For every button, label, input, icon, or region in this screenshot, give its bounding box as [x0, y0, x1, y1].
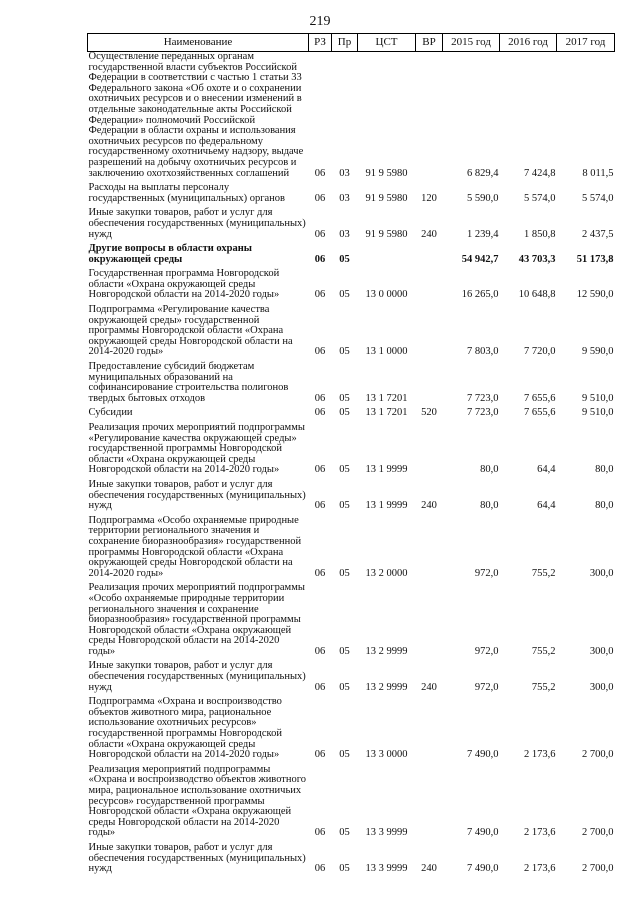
table-row	[88, 420, 615, 477]
row-2016: 43 703,3	[518, 253, 556, 265]
row-rz: 06	[314, 392, 326, 404]
table-row	[88, 241, 615, 266]
row-2015: 972,0	[474, 681, 499, 693]
row-name: Другие вопросы в области охраны окружающей среды	[88, 243, 252, 265]
row-pr: 05	[339, 827, 350, 839]
row-cst: 13 3 9999	[365, 863, 408, 875]
row-2017: 80,0	[595, 500, 614, 512]
row-name: Подпрограмма «Охрана и воспроизводство объектов животного мира, рациональное использование охотничьих ресурсов» государственной программы Новгородской области «Охрана окружающей среды Новгородской области на 2014-2020 годы»	[88, 696, 282, 761]
row-pr: 05	[339, 567, 350, 579]
row-2015: 7 490,0	[467, 749, 499, 761]
row-vr	[416, 359, 443, 405]
table-body	[88, 52, 615, 876]
header-2015: 2015 год	[443, 34, 500, 52]
row-cst: 13 2 9999	[365, 645, 408, 657]
row-pr: 05	[339, 289, 350, 301]
row-pr: 05	[339, 253, 350, 265]
row-2017: 9 510,0	[582, 407, 614, 419]
row-name: Подпрограмма «Особо охраняемые природные территории регионального значения и сохранение биоразнообразия» государственной программы Новгородской области «Охрана окружающей среды Новгородской области на 2014-2020 годы»	[88, 514, 302, 579]
row-name: Реализация мероприятий подпрограммы «Охрана и воспроизводство объектов животного мира, рациональное использование охотничьих ресурсов» государственной программы Новгородской области «Охрана окружающей среды Новгородской области на 2014-2020 годы»	[88, 763, 307, 839]
row-2016: 5 574,0	[524, 192, 556, 204]
row-vr	[416, 762, 443, 840]
row-2017: 9 510,0	[582, 392, 614, 404]
row-rz: 06	[314, 289, 326, 301]
row-2016: 64,4	[537, 500, 556, 512]
row-2017: 5 574,0	[582, 192, 614, 204]
row-vr	[416, 241, 443, 266]
row-2016: 7 655,6	[524, 392, 556, 404]
row-cst: 13 1 7201	[365, 407, 408, 419]
row-vr: 240	[421, 500, 437, 512]
table-row	[88, 52, 615, 181]
row-rz: 06	[314, 407, 326, 419]
row-2016: 755,2	[531, 645, 556, 657]
row-vr	[416, 52, 443, 181]
row-2017: 12 590,0	[576, 289, 614, 301]
row-rz: 06	[314, 827, 326, 839]
table-row	[88, 477, 615, 513]
row-cst: 13 1 7201	[365, 392, 408, 404]
header-cst: ЦСТ	[358, 34, 416, 52]
row-pr: 05	[339, 464, 350, 476]
row-2015: 1 239,4	[467, 228, 499, 240]
row-rz: 06	[314, 863, 326, 875]
header-2017: 2017 год	[557, 34, 615, 52]
row-pr: 03	[339, 228, 350, 240]
row-vr: 520	[421, 407, 437, 419]
row-pr: 05	[339, 500, 350, 512]
table-row	[88, 694, 615, 762]
table-header	[88, 34, 615, 52]
table-row	[88, 205, 615, 241]
row-rz: 06	[314, 500, 326, 512]
row-cst	[358, 241, 416, 266]
row-2015: 16 265,0	[461, 289, 499, 301]
row-2015: 7 803,0	[467, 346, 499, 358]
row-pr: 05	[339, 645, 350, 657]
header-pr: Пр	[332, 34, 358, 52]
row-2017: 300,0	[589, 681, 614, 693]
header-vr: ВР	[416, 34, 443, 52]
page-number: 219	[309, 14, 331, 29]
row-name: Подпрограмма «Регулирование качества окружающей среды» государственной программы Новгородской области «Охрана окружающей среды Новгородской области на 2014-2020 годы»	[88, 304, 293, 358]
row-2015: 54 942,7	[461, 253, 499, 265]
row-2017: 80,0	[595, 464, 614, 476]
row-name: Иные закупки товаров, работ и услуг для обеспечения государственных (муниципальных) нужд	[88, 478, 306, 512]
row-2016: 7 720,0	[524, 346, 556, 358]
table-row	[88, 359, 615, 405]
row-name: Иные закупки товаров, работ и услуг для обеспечения государственных (муниципальных) нужд	[88, 207, 306, 240]
table-row	[88, 658, 615, 694]
row-cst: 13 2 0000	[365, 567, 408, 579]
row-cst: 91 9 5980	[365, 192, 408, 204]
row-pr: 03	[339, 167, 350, 179]
row-pr: 05	[339, 346, 350, 358]
row-cst: 13 3 9999	[365, 827, 408, 839]
row-pr: 05	[339, 407, 350, 419]
row-2017: 9 590,0	[582, 346, 614, 358]
row-vr: 120	[421, 192, 437, 204]
budget-table	[87, 33, 615, 876]
row-vr	[416, 513, 443, 581]
row-cst: 13 0 0000	[365, 289, 408, 301]
row-2017: 2 437,5	[582, 228, 614, 240]
row-2017: 300,0	[589, 645, 614, 657]
table-row	[88, 180, 615, 205]
row-pr: 05	[339, 863, 350, 875]
table-row	[88, 513, 615, 581]
row-2015: 6 829,4	[467, 167, 499, 179]
row-name: Расходы на выплаты персоналу государственных (муниципальных) органов	[88, 182, 286, 204]
row-2016: 10 648,8	[518, 289, 556, 301]
row-2016: 755,2	[531, 681, 556, 693]
row-rz: 06	[314, 167, 326, 179]
row-name: Иные закупки товаров, работ и услуг для обеспечения государственных (муниципальных) нужд	[88, 660, 306, 693]
row-name: Субсидии	[88, 407, 133, 419]
row-rz: 06	[314, 464, 326, 476]
header-2016: 2016 год	[500, 34, 557, 52]
row-2017: 8 011,5	[582, 167, 614, 179]
row-2016: 2 173,6	[524, 827, 556, 839]
row-2015: 972,0	[474, 645, 499, 657]
row-cst: 13 2 9999	[365, 681, 408, 693]
row-pr: 05	[339, 392, 350, 404]
row-2015: 7 723,0	[467, 392, 499, 404]
row-name: Иные закупки товаров, работ и услуг для обеспечения государственных (муниципальных) нужд	[88, 841, 306, 875]
row-2017: 2 700,0	[582, 827, 614, 839]
row-2017: 2 700,0	[582, 749, 614, 761]
row-pr: 03	[339, 192, 350, 204]
table-row	[88, 405, 615, 420]
table-row	[88, 840, 615, 876]
row-rz: 06	[314, 749, 326, 761]
row-vr	[416, 266, 443, 302]
row-cst: 13 3 0000	[365, 749, 408, 761]
table-row	[88, 266, 615, 302]
row-2015: 7 723,0	[467, 407, 499, 419]
row-vr	[416, 580, 443, 658]
row-2015: 80,0	[480, 500, 499, 512]
row-name: Предоставление субсидий бюджетам муниципальных образований на софинансирование строительства полигонов твердых бытовых отходов	[88, 361, 289, 404]
row-2016: 1 850,8	[524, 228, 556, 240]
row-name: Государственная программа Новгородской области «Охрана окружающей среды Новгородской области на 2014-2020 годы»	[88, 268, 280, 301]
row-2017: 300,0	[589, 567, 614, 579]
row-vr	[416, 694, 443, 762]
row-rz: 06	[314, 645, 326, 657]
row-2015: 7 490,0	[467, 863, 499, 875]
row-rz: 06	[314, 192, 326, 204]
header-rz: РЗ	[309, 34, 332, 52]
row-rz: 06	[314, 346, 326, 358]
row-pr: 05	[339, 681, 350, 693]
row-name: Реализация прочих мероприятий подпрограммы «Особо охраняемые природные территории регионального значения и сохранение биоразнообразия» государственной программы Новгородской области «Охрана окружающей среды Новгородской области на 2014-2020 годы»	[88, 582, 305, 657]
row-cst: 13 1 9999	[365, 464, 408, 476]
row-vr: 240	[421, 863, 437, 875]
row-vr: 240	[421, 228, 437, 240]
row-vr: 240	[421, 681, 437, 693]
row-cst: 91 9 5980	[365, 167, 408, 179]
row-cst: 13 1 0000	[365, 346, 408, 358]
row-2016: 7 655,6	[524, 407, 556, 419]
row-2016: 7 424,8	[524, 167, 556, 179]
row-rz: 06	[314, 567, 326, 579]
row-2016: 2 173,6	[524, 863, 556, 875]
row-2015: 80,0	[480, 464, 499, 476]
row-rz: 06	[314, 253, 326, 265]
row-2015: 7 490,0	[467, 827, 499, 839]
row-vr	[416, 302, 443, 359]
table-row	[88, 762, 615, 840]
row-rz: 06	[314, 681, 326, 693]
table-row	[88, 580, 615, 658]
row-2017: 51 173,8	[576, 253, 614, 265]
row-cst: 13 1 9999	[365, 500, 408, 512]
row-name: Осуществление переданных органам государственной власти субъектов Российской Федерации в соответствии с частью 1 статьи 33 Федерального закона «Об охоте и о сохранении охотничьих ресурсов и о внесении изменений в отдельные законодательные акты Российской Федерации» полномочий Российской Федерации в области охраны и использования охотничьих ресурсов по федеральному государственному охотничьему надзору, выдаче разрешений на добычу охотничьих ресурсов и заключению охотхозяйственных соглашений	[88, 51, 304, 179]
table-row	[88, 302, 615, 359]
row-pr: 05	[339, 749, 350, 761]
row-2015: 972,0	[474, 567, 499, 579]
row-2016: 2 173,6	[524, 749, 556, 761]
row-vr	[416, 420, 443, 477]
row-cst: 91 9 5980	[365, 228, 408, 240]
row-rz: 06	[314, 228, 326, 240]
row-2016: 64,4	[537, 464, 556, 476]
header-name: Наименование	[88, 34, 309, 52]
row-2017: 2 700,0	[582, 863, 614, 875]
row-2015: 5 590,0	[467, 192, 499, 204]
row-name: Реализация прочих мероприятий подпрограммы «Регулирование качества окружающей среды» государственной программы Новгородской области «Охрана окружающей среды Новгородской области на 2014-2020 годы»	[88, 422, 305, 476]
row-2016: 755,2	[531, 567, 556, 579]
